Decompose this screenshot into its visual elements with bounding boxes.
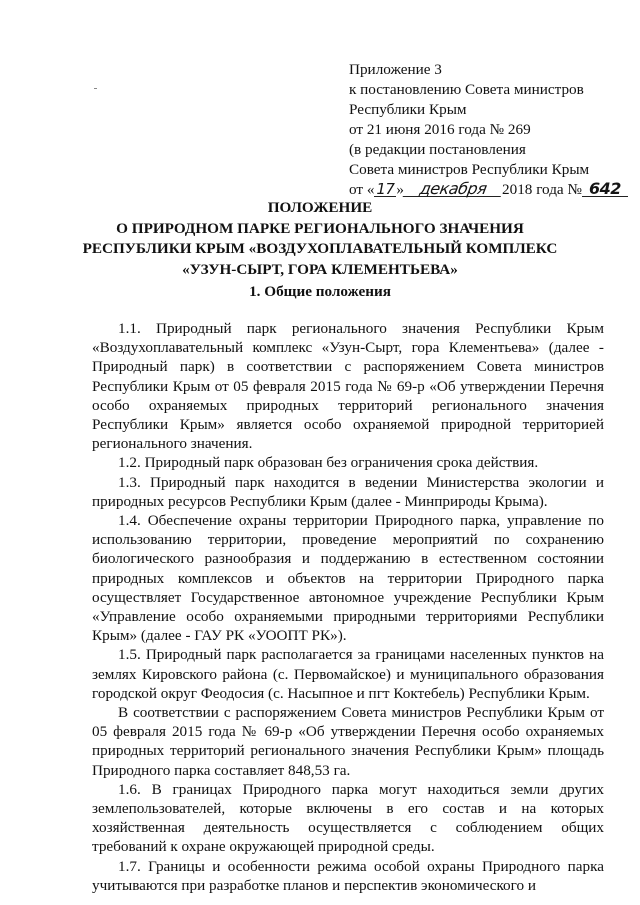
appendix-line: Приложение 3 xyxy=(349,61,442,78)
handwritten-month: декабря xyxy=(403,182,504,197)
paragraph: 1.5. Природный парк располагается за границами населенных пунктов на землях Кировского района (с. Первомайское) и муниципального образования городской округ Феодосия (с. Насыпное и пгт Коктебель) Республики Крым. xyxy=(92,646,604,702)
paragraph: 1.4. Обеспечение охраны территории Природного парка, управление по использованию территории, проведение мероприятий по сохранению биологического разнообразия и поддержанию в естественном состоянии природных комплексов и объектов на территории Природного парка осуществляет Государственное автономное учреждение Республики Крым «Управление особо охраняемыми природными территориями Республики Крым» (далее - ГАУ РК «УООПТ РК»). xyxy=(92,512,604,645)
handwritten-number: 642 xyxy=(582,182,628,197)
paragraph: 1.2. Природный парк образован без ограничения срока действия. xyxy=(118,454,539,472)
appendix-line: Совета министров Республики Крым xyxy=(349,161,590,178)
document-title xyxy=(60,198,580,280)
appendix-line: Республики Крым xyxy=(349,101,467,118)
amendment-prefix: от « xyxy=(349,181,375,198)
title-line: ПОЛОЖЕНИЕ xyxy=(267,199,373,216)
title-line: РЕСПУБЛИКИ КРЫМ «ВОЗДУХОПЛАВАТЕЛЬНЫЙ КОМПЛЕКС xyxy=(82,240,558,257)
section-heading: 1. Общие положения xyxy=(249,283,391,300)
amendment-date-line xyxy=(349,180,619,200)
appendix-line: (в редакции постановления xyxy=(349,141,526,158)
paragraph: 1.3. Природный парк находится в ведении Министерства экологии и природных ресурсов Республики Крым (далее - Минприроды Крыма). xyxy=(92,473,604,510)
paragraph: 1.1. Природный парк регионального значения Республики Крым «Воздухоплавательный комплекс «Узун-Сырт, гора Клементьева» (далее - Природный парк) в соответствии с распоряжением Совета министров Республики Крым от 05 февраля 2015 года № 69-р «Об утверждении Перечня особо охраняемых природных территорий регионального значения Республики Крым» является особо охраняемой природной территорией регионального значения. xyxy=(92,320,604,453)
amendment-year: 2018 года № xyxy=(502,181,582,198)
title-line: О ПРИРОДНОМ ПАРКЕ РЕГИОНАЛЬНОГО ЗНАЧЕНИЯ xyxy=(116,219,524,237)
appendix-block xyxy=(349,60,619,200)
title-line: «УЗУН-СЫРТ, ГОРА КЛЕМЕНТЬЕВА» xyxy=(182,260,458,278)
amendment-mid: » xyxy=(396,181,405,198)
appendix-line: от 21 июня 2016 года № 269 xyxy=(349,121,531,138)
scan-speck xyxy=(94,88,97,89)
appendix-line: к постановлению Совета министров xyxy=(349,81,584,98)
handwritten-day: 17 xyxy=(376,180,395,198)
body-text xyxy=(92,319,604,895)
paragraph: В соответствии с распоряжением Совета министров Республики Крым от 05 февраля 2015 года № 69-р «Об утверждении Перечня особо охраняемых природных территорий регионального значения Республики Крым» площадь Природного парка составляет 848,53 га. xyxy=(92,704,604,779)
paragraph: 1.7. Границы и особенности режима особой охраны Природного парка учитываются при разработке планов и перспектив экономического и xyxy=(92,857,604,894)
paragraph: 1.6. В границах Природного парка могут находиться земли других землепользователей, которые включены в его состав и на которых хозяйственная деятельность осуществляется с соблюдением общих требований к охране окружающей природной среды. xyxy=(92,780,604,856)
